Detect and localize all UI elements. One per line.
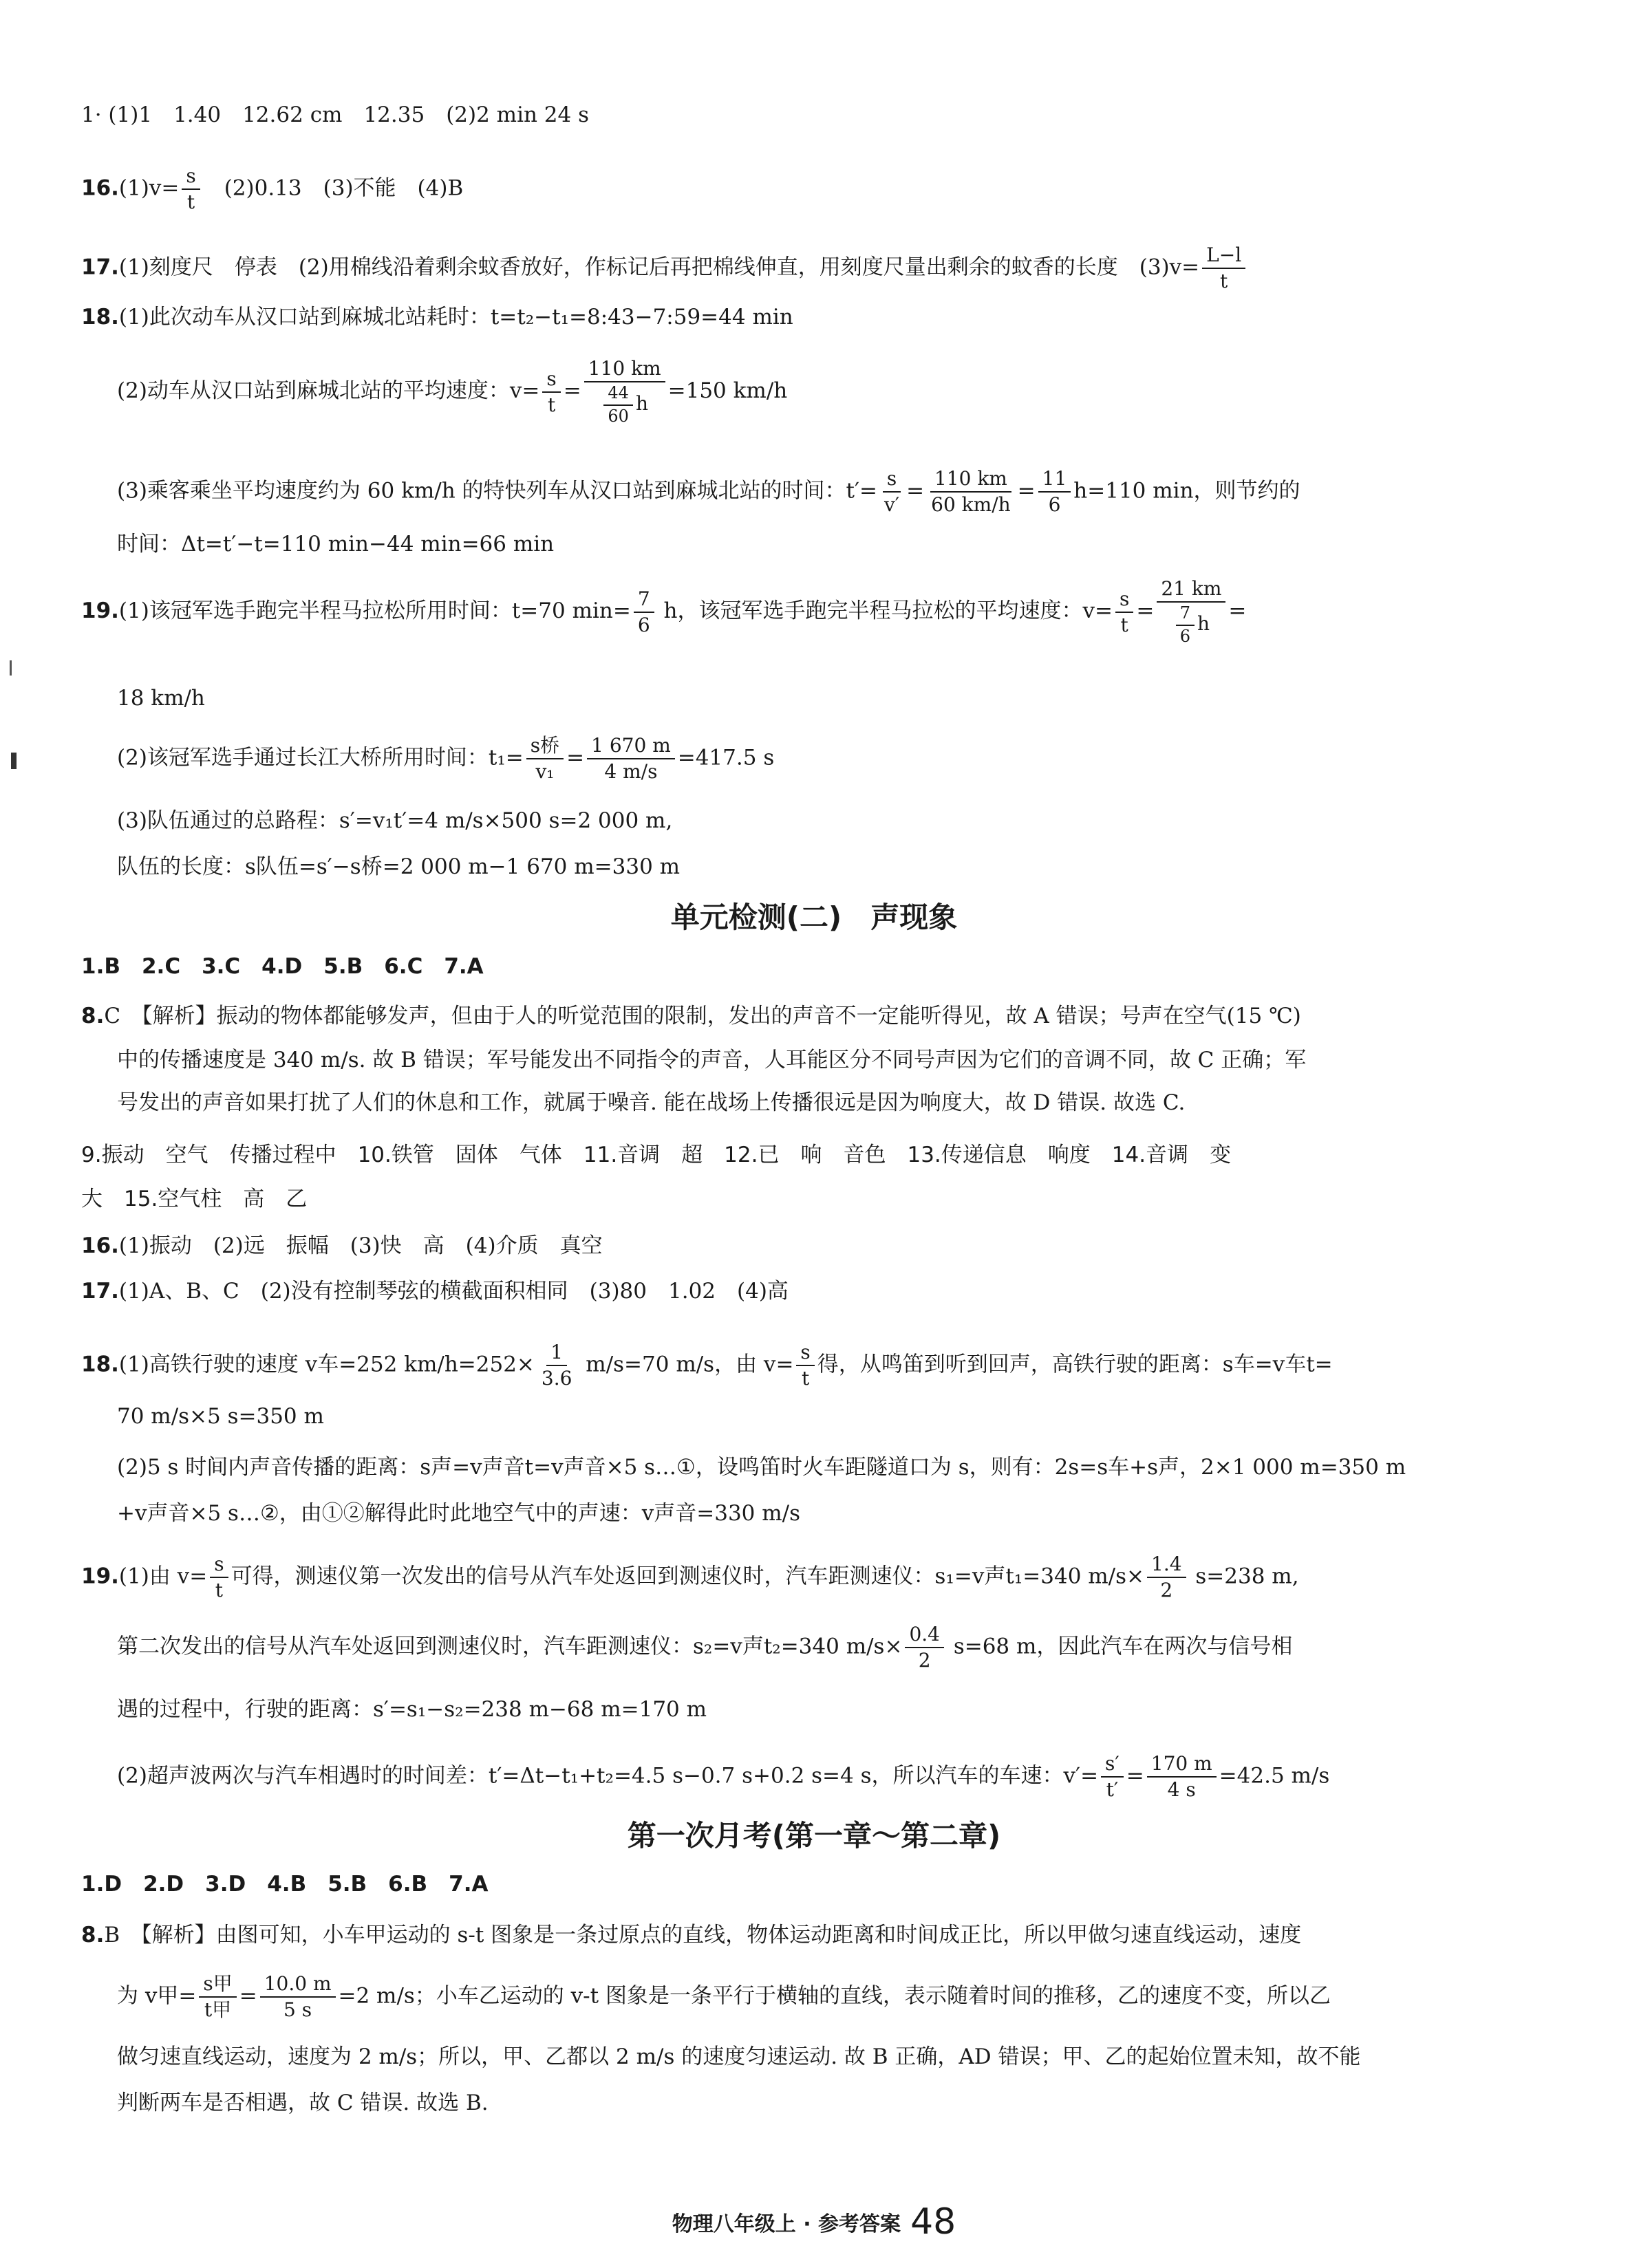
- question-number: 19.: [81, 598, 119, 624]
- footer-title: 物理八年级上 · 参考答案: [672, 2212, 901, 2236]
- answer-18-3: (3)乘客乘坐平均速度约为 60 km/h 的特快列车从汉口站到麻城北站的时间：t′= $\frac{s}{v'}$ = $\frac{110 km}{60 km/h}$ = $\frac{11}{6}$ h=110 min，则节约的: [117, 467, 1300, 517]
- answer-16: 16.(1)振动 (2)远 振幅 (3)快 高 (4)介质 真空: [81, 1233, 603, 1258]
- answer-15: 1· (1)1 1.40 12.62 cm 12.35 (2)2 min 24 s: [81, 102, 590, 127]
- fraction: $\frac{11}{6}$: [1038, 468, 1071, 516]
- answer-18-line2: 70 m/s×5 s=350 m: [117, 1404, 324, 1429]
- fraction: $\frac{s}{v'}$: [880, 468, 903, 516]
- fraction: $\frac{L-l}{t}$: [1202, 244, 1245, 292]
- question-number: 18.: [81, 1352, 119, 1377]
- fraction: $\frac{s}{t}$: [542, 368, 560, 416]
- fraction: $\frac{\text{s甲}}{\text{t甲}}$: [199, 1973, 236, 2021]
- answer-19-line4: (2)超声波两次与汽车相遇时的时间差：t′=Δt−t₁+t₂=4.5 s−0.7 s+0.2 s=4 s，所以汽车的车速：v′= $\frac{s'}{t'}$ = $\frac{170 m}{4 s}$ =42.5 m/s: [117, 1752, 1330, 1802]
- fraction: $\frac{1 670 m}{4 m/s}$: [587, 735, 675, 783]
- fraction: $\frac{1}{3.6}$: [541, 1341, 572, 1390]
- question-number: 19.: [81, 1564, 119, 1589]
- page-footer: [0, 2201, 1628, 2243]
- answer-19-2: (2)该冠军选手通过长江大桥所用时间：t₁= $\frac{\text{s桥}}{\text{v₁}}$ = $\frac{1 670 m}{4 m/s}$ =417.5 s: [117, 734, 775, 784]
- answer-19-line1: 19.(1)由 v= $\frac{s}{t}$ 可得，测速仪第一次发出的信号从汽车处返回到测速仪时，汽车距测速仪：s₁=v声t₁=340 m/s× $\frac{1.4}{2}$ s=238 m,: [81, 1553, 1299, 1602]
- answer-19-1-cont: 18 km/h: [117, 686, 205, 711]
- answer-17: 17.(1)刻度尺 停表 (2)用棉线沿着剩余蚊香放好，作标记后再把棉线伸直，用刻度尺量出剩余的蚊香的长度 (3)v= $\frac{L-l}{t}$: [81, 244, 1248, 292]
- answer-9-15-line2: 大 15.空气柱 高 乙: [81, 1187, 308, 1211]
- fraction: $\frac{s}{t}$: [210, 1553, 228, 1601]
- fraction: $\frac{s'}{t'}$: [1101, 1753, 1124, 1801]
- answer-18-line4: +v声音×5 s…②，由①②解得此时此地空气中的声速：v声音=330 m/s: [117, 1501, 800, 1526]
- fraction: $\frac{170 m}{4 s}$: [1147, 1753, 1217, 1801]
- question-number: 16.: [81, 1233, 119, 1258]
- answer-19-1: 19.(1)该冠军选手跑完半程马拉松所用时间：t=70 min= $\frac{7}{6}$ h，该冠军选手跑完半程马拉松的平均速度：v= $\frac{s}{t}$ = 21 km $\frac{7}{6}$ h =: [81, 577, 1247, 646]
- question-number: 17.: [81, 1279, 119, 1304]
- answer-18-line1: 18.(1)高铁行驶的速度 v车=252 km/h=252× $\frac{1}{3.6}$ m/s=70 m/s，由 v= $\frac{s}{t}$ 得，从鸣笛到听到回声，高铁行驶的距离：s车=v车t=: [81, 1341, 1333, 1390]
- answer-8-line3: 做匀速直线运动，速度为 2 m/s；所以，甲、乙都以 2 m/s 的速度匀速运动. 故 B 正确，AD 错误；甲、乙的起始位置未知，故不能: [117, 2044, 1361, 2069]
- answer-8-line3: 号发出的声音如果打扰了人们的休息和工作，就属于噪音. 能在战场上传播很远是因为响度大，故 D 错误. 故选 C.: [117, 1090, 1186, 1115]
- answer-19-3-cont: 队伍的长度：s队伍=s′−s桥=2 000 m−1 670 m=330 m: [117, 854, 681, 879]
- fraction: 21 km $\frac{7}{6}$ h: [1157, 578, 1225, 646]
- answer-8-line1: 8.C 【解析】振动的物体都能够发声，但由于人的听觉范围的限制，发出的声音不一定能听得见，故 A 错误；号声在空气(15 ℃): [81, 1004, 1301, 1028]
- answer-8-line4: 判断两车是否相遇，故 C 错误. 故选 B.: [117, 2091, 489, 2115]
- mc-answers: 1.D 2.D 3.D 4.B 5.B 6.B 7.A: [81, 1872, 489, 1897]
- fraction: $\frac{s}{t}$: [182, 165, 200, 213]
- fraction: $\frac{7}{6}$: [634, 588, 654, 636]
- answer-18-1: 18.(1)此次动车从汉口站到麻城北站耗时：t=t₂−t₁=8:43−7:59=44 min: [81, 305, 793, 330]
- answer-9-15-line1: 9.振动 空气 传播过程中 10.铁管 固体 气体 11.音调 超 12.已 响 音色 13.传递信息 响度 14.音调 变: [81, 1143, 1232, 1167]
- margin-mark: [10, 660, 12, 676]
- fraction: $\frac{\text{s桥}}{\text{v₁}}$: [526, 735, 564, 783]
- fraction: $\frac{110 km}{60 km/h}$: [931, 467, 1011, 517]
- margin-mark: [11, 753, 17, 769]
- answer-8-line2: 中的传播速度是 340 m/s. 故 B 错误；军号能发出不同指令的声音，人耳能区分不同号声因为它们的音调不同，故 C 正确；军: [117, 1048, 1307, 1072]
- answer-18-2: (2)动车从汉口站到麻城北站的平均速度：v= $\frac{s}{t}$ = 110 km $\frac{44}{60}$ h =150 km/h: [117, 357, 788, 426]
- answer-19-3: (3)队伍通过的总路程：s′=v₁t′=4 m/s×500 s=2 000 m,: [117, 808, 673, 833]
- answer-19-line3: 遇的过程中，行驶的距离：s′=s₁−s₂=238 m−68 m=170 m: [117, 1697, 707, 1722]
- answer-8-line2: 为 v甲= $\frac{\text{s甲}}{\text{t甲}}$ = $\frac{10.0 m}{5 s}$ =2 m/s；小车乙运动的 v-t 图象是一条平行于横轴的直线，表示随着时间的推移，乙的速度不变，所以乙: [117, 1972, 1331, 2022]
- answer-16: 16.(1)v= $\frac{s}{t}$ (2)0.13 (3)不能 (4)B: [81, 164, 464, 214]
- question-number: 8.: [81, 1004, 105, 1028]
- fraction: 110 km $\frac{44}{60}$ h: [584, 358, 665, 426]
- fraction: $\frac{10.0 m}{5 s}$: [260, 1973, 336, 2021]
- answer-19-line2: 第二次发出的信号从汽车处返回到测速仪时，汽车距测速仪：s₂=v声t₂=340 m/s× $\frac{0.4}{2}$ s=68 m，因此汽车在两次与信号相: [117, 1623, 1293, 1672]
- fraction: $\frac{s}{t}$: [1115, 588, 1133, 636]
- question-number: 16.: [81, 175, 119, 201]
- page-number: 48: [910, 2201, 956, 2243]
- section-title: 单元检测(二) 声现象: [670, 900, 958, 934]
- answer-18-line3: (2)5 s 时间内声音传播的距离：s声=v声音t=v声音×5 s…①，设鸣笛时火车距隧道口为 s，则有：2s=s车+s声，2×1 000 m=350 m: [117, 1455, 1406, 1480]
- question-number: 8.: [81, 1923, 105, 1947]
- mc-answers: 1.B 2.C 3.C 4.D 5.B 6.C 7.A: [81, 954, 484, 979]
- fraction: $\frac{0.4}{2}$: [905, 1623, 944, 1672]
- answer-17: 17.(1)A、B、C (2)没有控制琴弦的横截面积相同 (3)80 1.02 (4)高: [81, 1279, 789, 1304]
- question-number: 17.: [81, 255, 119, 280]
- section-title: 第一次月考(第一章～第二章): [627, 1819, 1001, 1853]
- answer-18-4: 时间：Δt=t′−t=110 min−44 min=66 min: [117, 532, 555, 557]
- fraction: $\frac{1.4}{2}$: [1147, 1553, 1186, 1601]
- answer-8-line1: 8.B 【解析】由图可知，小车甲运动的 s-t 图象是一条过原点的直线，物体运动距离和时间成正比，所以甲做匀速直线运动，速度: [81, 1923, 1302, 1947]
- question-number: 18.: [81, 305, 119, 330]
- fraction: $\frac{s}{t}$: [796, 1341, 814, 1390]
